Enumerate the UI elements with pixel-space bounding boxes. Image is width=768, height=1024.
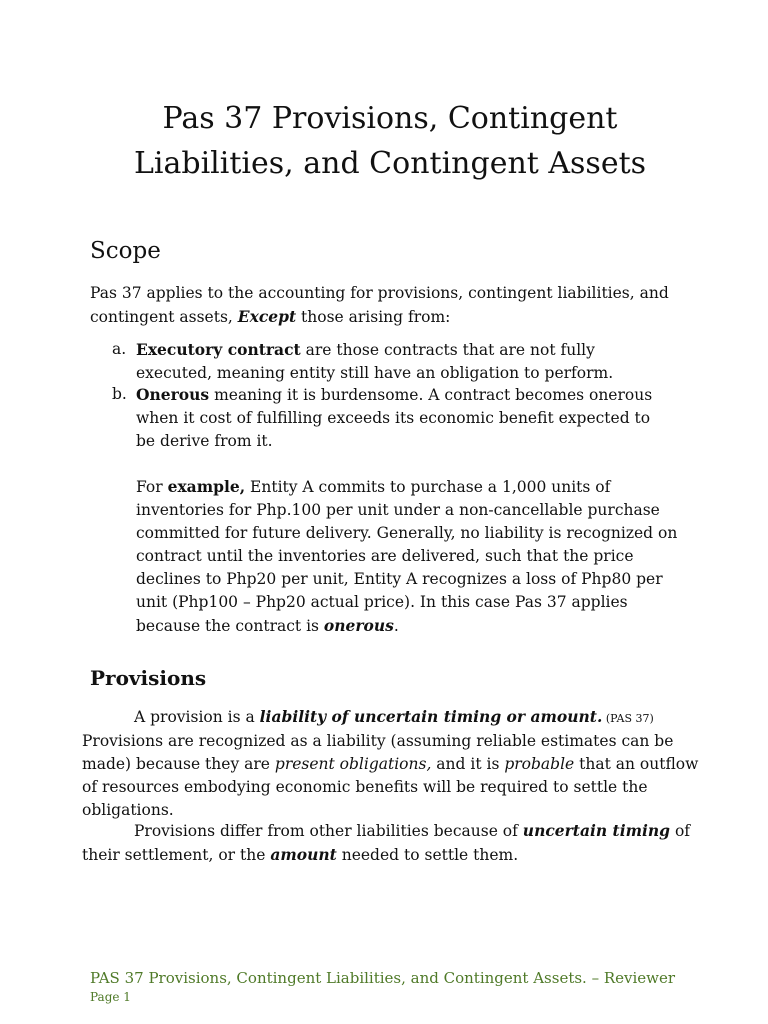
example-paragraph — [136, 475, 681, 638]
example-lead: For — [136, 478, 168, 496]
p1-term: liability of uncertain timing or amount. — [259, 707, 603, 726]
p2-text-a: Provisions differ from other liabilities because of — [134, 822, 523, 840]
list-item-onerous — [112, 383, 672, 453]
scope-intro-except: Except — [237, 307, 297, 326]
document-title: Pas 37 Provisions, Contingent Liabilities, and Contingent Assets — [133, 101, 647, 181]
scope-intro-text-a: Pas 37 applies to the accounting for provisions, contingent liabilities, and contingent assets, — [90, 284, 669, 326]
p1-reference: (PAS 37) — [602, 712, 654, 725]
page-number: Page 1 — [90, 990, 131, 1004]
list-term: Executory contract — [136, 340, 301, 359]
list-text: meaning it is burdensome. A contract becomes onerous when it cost of fulfilling exceeds its economic benefit expected to be derive from it. — [136, 386, 653, 450]
example-end: . — [393, 617, 399, 635]
page-footer: PAS 37 Provisions, Contingent Liabilities, and Contingent Assets. – Reviewer — [90, 969, 676, 987]
provisions-heading: Provisions — [90, 666, 207, 690]
p2-text-c: needed to settle them. — [336, 846, 519, 864]
p1-text-b: Provisions are recognized as a liability (assuming reliable estimates can be made) because they are — [82, 732, 674, 773]
p2-amount: amount — [270, 845, 337, 864]
scope-intro-text-b: those arising from: — [296, 308, 451, 326]
p1-text-a: A provision is a — [134, 708, 260, 726]
list-marker: a. — [112, 340, 127, 358]
provisions-paragraph-1 — [82, 705, 702, 822]
p1-present: present obligations, — [274, 755, 432, 773]
example-term: example, — [167, 477, 246, 496]
scope-intro — [90, 282, 690, 329]
list-text: are those contracts that are not fully executed, meaning entity still have an obligation to perform. — [136, 341, 614, 382]
p2-timing: uncertain timing — [522, 821, 671, 840]
list-term: Onerous — [136, 385, 210, 404]
p2-text-b: of their settlement, or the — [82, 822, 691, 864]
scope-heading: Scope — [90, 238, 161, 264]
example-text: Entity A commits to purchase a 1,000 units of inventories for Php.100 per unit under a non-cancellable purchase committed for future delivery. Generally, no liability is recognized on contract until the inventories are delivered, such that the price declines to Php20 per unit, Entity A recognizes a loss of Php80 per unit (Php100 – Php20 actual price). In this case Pas 37 applies because the contract is — [136, 478, 678, 635]
p1-text-c: and it is — [431, 755, 505, 773]
example-onerous: onerous — [323, 616, 394, 635]
p1-text-d: that an outflow of resources embodying economic benefits will be required to settle the obligations. — [82, 755, 699, 819]
list-marker: b. — [112, 385, 127, 403]
p1-probable: probable — [504, 755, 575, 773]
list-item-executory — [112, 338, 672, 385]
provisions-paragraph-2 — [82, 819, 702, 867]
